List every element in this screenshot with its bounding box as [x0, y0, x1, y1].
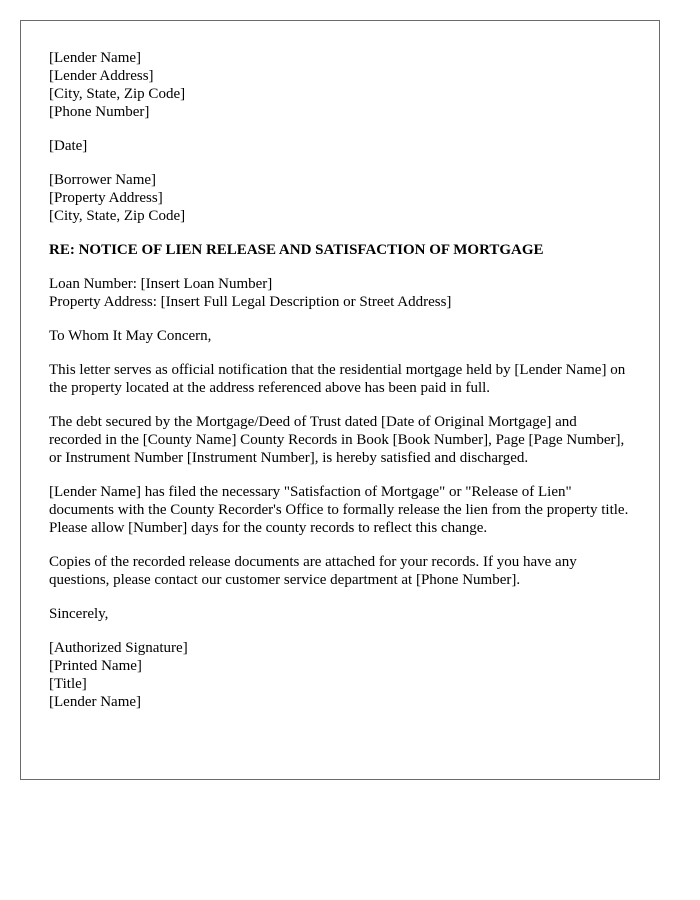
date-block: [49, 137, 629, 155]
borrower-address-block: [49, 171, 629, 225]
salutation: To Whom It May Concern,: [49, 328, 212, 344]
body-paragraph: [Lender Name] has filed the necessary "Satisfaction of Mortgage" or "Release of Lien" documents with the County Recorder's Office to formally release the lien from the property title. Please allow [Number] days for the county records to reflect this change.: [49, 484, 629, 536]
authorized-signature: [Authorized Signature]: [49, 640, 188, 656]
borrower-property-address: [Property Address]: [49, 190, 163, 206]
lender-phone: [Phone Number]: [49, 104, 150, 120]
body-paragraph: This letter serves as official notification that the residential mortgage held by [Lender Name] on the property located at the address referenced above has been paid in full.: [49, 362, 626, 396]
borrower-name: [Borrower Name]: [49, 172, 157, 188]
body-paragraph: Copies of the recorded release documents are attached for your records. If you have any questions, please contact our customer service department at [Phone Number].: [49, 554, 577, 588]
loan-number: Loan Number: [Insert Loan Number]: [49, 276, 273, 292]
body-paragraph: The debt secured by the Mortgage/Deed of Trust dated [Date of Original Mortgage] and recorded in the [County Name] County Records in Book [Book Number], Page [Page Number], or Instrument Number [Instrument Number], is hereby satisfied and discharged.: [49, 414, 625, 466]
lender-address-block: [49, 49, 629, 121]
reference-block: [49, 275, 629, 311]
letter-date: [Date]: [49, 138, 88, 154]
lender-name: [Lender Name]: [49, 50, 142, 66]
lender-city-state-zip: [City, State, Zip Code]: [49, 86, 186, 102]
letter-page: [20, 20, 660, 780]
signer-title: [Title]: [49, 676, 87, 692]
reference-property-address: Property Address: [Insert Full Legal Description or Street Address]: [49, 294, 452, 310]
printed-name: [Printed Name]: [49, 658, 142, 674]
borrower-city-state-zip: [City, State, Zip Code]: [49, 208, 186, 224]
subject-line: RE: NOTICE OF LIEN RELEASE AND SATISFACTION OF MORTGAGE: [49, 242, 544, 258]
lender-address: [Lender Address]: [49, 68, 154, 84]
signature-block: [49, 639, 629, 711]
closing: Sincerely,: [49, 606, 109, 622]
signature-lender-name: [Lender Name]: [49, 694, 142, 710]
